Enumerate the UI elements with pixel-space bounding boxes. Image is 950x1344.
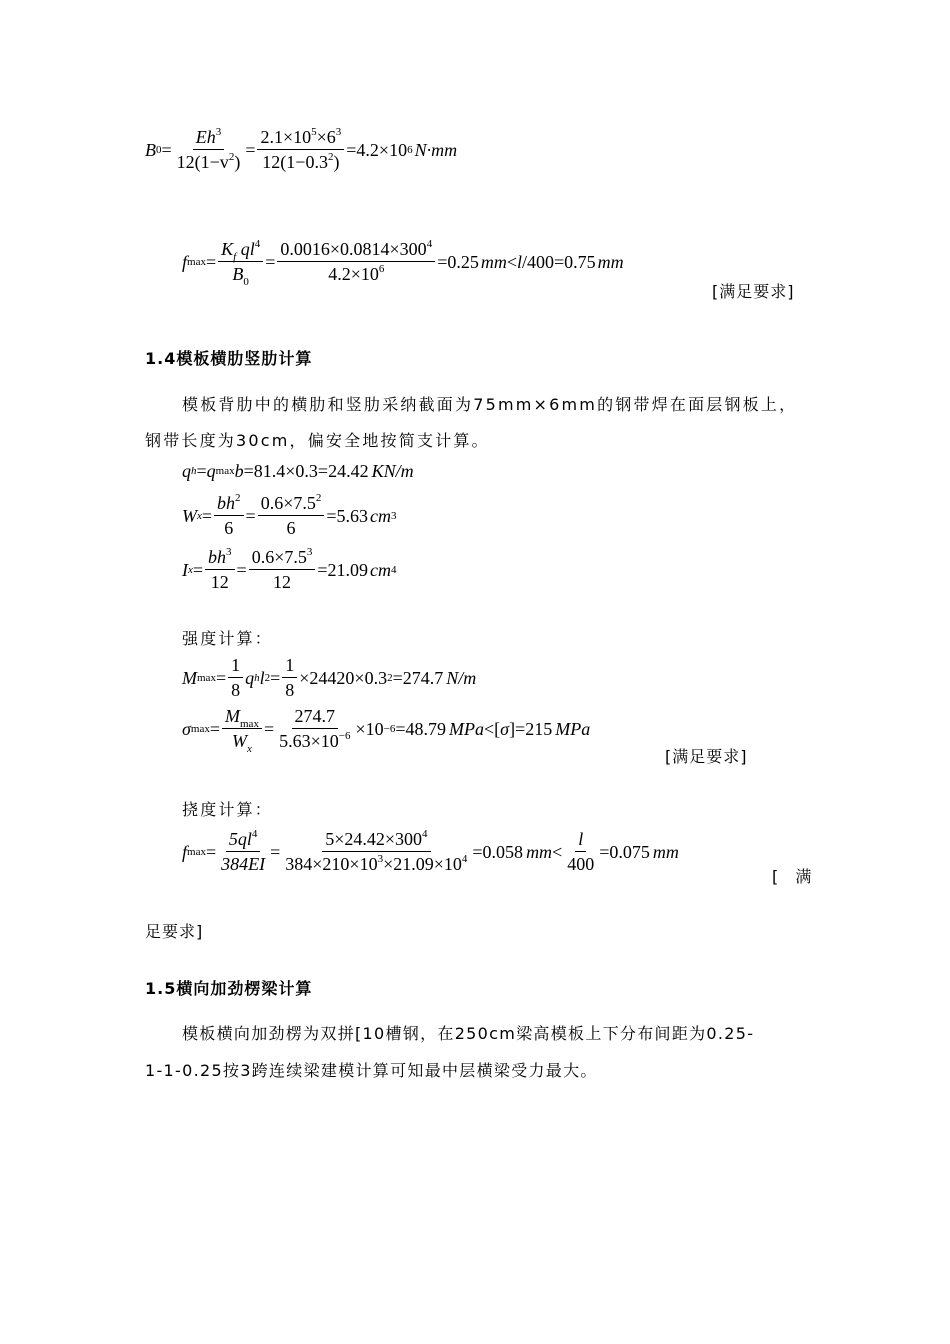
sigma-fraction-1: $\frac{M_{max}}{W_x}$: [222, 707, 262, 750]
wx-fraction-1: $\frac{bh^2}{6}$: [214, 494, 244, 537]
section-heading-1-4: 1.4模板横肋竖肋计算: [145, 349, 313, 368]
equation-sigma: σ max = $\frac{M_{max}}{W_x}$ = $\frac{274.7}{5.63\times 10^{-6}}$ ×10 −6 =48.79 MPa <[ σ ]=215 MPa: [182, 706, 591, 755]
wx-fraction-2: $\frac{0.6\times 7.5^2}{6}$: [258, 494, 325, 537]
sigma-fraction-2: $\frac{274.7}{5.63\times 10^{-6}}$: [279, 706, 351, 751]
requirement-note-3b: 足要求]: [145, 922, 204, 941]
b0-fraction-2: $\frac{2.1\times 10^5\times 6^3}{12(1-0.3^2)}$: [257, 128, 344, 171]
mmax-fraction-1: $\frac{1}{8}$: [228, 656, 243, 699]
section-1-5-paragraph-line-1: 模板横向加劲楞为双拼[10槽钢，在250cm梁高模板上下分布间距为0.25-: [182, 1024, 755, 1043]
section-heading-1-5: 1.5横向加劲楞梁计算: [145, 979, 313, 998]
requirement-note-3a: [ 满: [772, 867, 818, 886]
equation-fmax-2: f max = $\frac{5ql^4}{384EI}$ = $\frac{5\times 24.42\times 300^4}{384\times 210\times 10^3\times 21.09\times 10^4}$ =0.058 mm < $\frac{l}{400}$ =0.075 mm: [182, 828, 679, 874]
fmax2-fraction-1: $\frac{5ql^4}{384EI}$: [221, 828, 266, 874]
equation-qh: q h = q max b =81.4×0.3=24.42 KN/m: [182, 461, 414, 481]
fmax1-fraction-1: $\frac{K_f ql^4}{B_0}$: [218, 240, 263, 283]
requirement-note-2: [满足要求]: [665, 747, 748, 766]
fmax2-fraction-2: $\frac{5\times 24.42\times 300^4}{384\times 210\times 10^3\times 21.09\times 10^4}$: [285, 828, 468, 874]
fmax2-fraction-3: $\frac{l}{400}$: [567, 829, 595, 874]
mmax-fraction-2: $\frac{1}{8}$: [282, 656, 297, 699]
ix-fraction-2: $\frac{0.6\times 7.5^3}{12}$: [249, 548, 316, 591]
section-1-4-paragraph-line-1: 模板背肋中的横肋和竖肋采纳截面为75mm×6mm的钢带焊在面层钢板上，: [182, 395, 798, 414]
equation-wx: W x = $\frac{bh^2}{6}$ = $\frac{0.6\times 7.5^2}{6}$ =5.63 cm 3: [182, 492, 397, 538]
requirement-note-1: [满足要求]: [712, 282, 795, 301]
b0-fraction-1: $\frac{Eh^3}{12(1-v^2)}$: [176, 126, 241, 172]
section-1-4-paragraph-line-2: 钢带长度为30cm，偏安全地按简支计算。: [145, 431, 490, 450]
fmax1-fraction-2: $\frac{0.0016\times 0.0814\times 300^4}{4.2\times 10^6}$: [277, 240, 435, 283]
equation-fmax-1: f max = $\frac{K_f ql^4}{B_0}$ = $\frac{0.0016\times 0.0814\times 300^4}{4.2\times 10^6}$ =0.25 mm < l /400=0.75 mm: [182, 238, 624, 288]
strength-calculation-label: 强度计算：: [182, 629, 274, 648]
b0-lhs: B: [145, 139, 156, 160]
deflection-calculation-label: 挠度计算：: [182, 800, 274, 819]
ix-fraction-1: $\frac{bh^3}{12}$: [205, 548, 235, 591]
equation-ix: I x = $\frac{bh^3}{12}$ = $\frac{0.6\times 7.5^3}{12}$ =21.09 cm 4: [182, 546, 397, 592]
equation-b0: B 0 = $\frac{Eh^3}{12(1-v^2)}$ = $\frac{2.1\times 10^5\times 6^3}{12(1-0.3^2)}$ =4.2×10 6 N·mm: [145, 126, 458, 172]
section-1-5-paragraph-line-2: 1-1-0.25按3跨连续梁建模计算可知最中层横梁受力最大。: [145, 1061, 598, 1080]
equation-mmax: M max = $\frac{1}{8}$ q h l 2 = $\frac{1}{8}$ ×24420×0.3 2 =274.7 N/m: [182, 655, 477, 700]
